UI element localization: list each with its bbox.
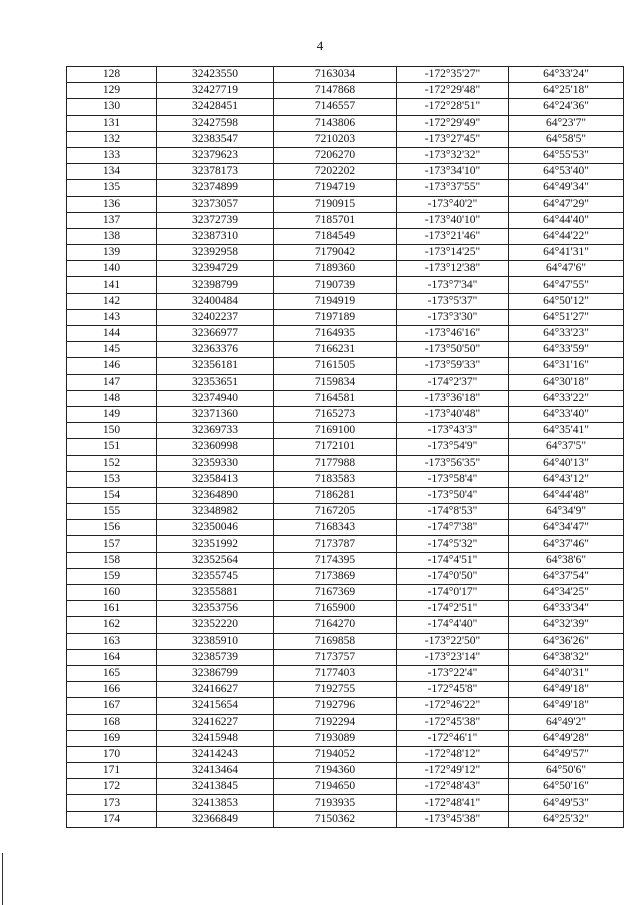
- x-coordinate-cell: 32348982: [157, 504, 274, 520]
- table-row: [67, 67, 624, 83]
- point-number-cell: 174: [67, 811, 157, 827]
- longitude-cell: -173°45'38": [397, 811, 509, 827]
- table-row: [67, 196, 624, 212]
- y-coordinate-cell: 7164935: [274, 326, 397, 342]
- latitude-cell: 64°49'34": [509, 180, 624, 196]
- table-row: [67, 115, 624, 131]
- y-coordinate-cell: 7165273: [274, 406, 397, 422]
- latitude-cell: 64°58'5": [509, 131, 624, 147]
- latitude-cell: 64°49'53": [509, 795, 624, 811]
- x-coordinate-cell: 32428451: [157, 99, 274, 115]
- table-row: [67, 730, 624, 746]
- table-row: [67, 746, 624, 762]
- latitude-cell: 64°49'18": [509, 698, 624, 714]
- y-coordinate-cell: 7172101: [274, 439, 397, 455]
- x-coordinate-cell: 32355881: [157, 585, 274, 601]
- longitude-cell: -173°14'25": [397, 245, 509, 261]
- y-coordinate-cell: 7185701: [274, 212, 397, 228]
- x-coordinate-cell: 32394729: [157, 261, 274, 277]
- longitude-cell: -173°5'37": [397, 293, 509, 309]
- longitude-cell: -173°27'45": [397, 131, 509, 147]
- point-number-cell: 133: [67, 147, 157, 163]
- point-number-cell: 146: [67, 358, 157, 374]
- y-coordinate-cell: 7159834: [274, 374, 397, 390]
- table-row: [67, 326, 624, 342]
- x-coordinate-cell: 32415948: [157, 730, 274, 746]
- longitude-cell: -172°28'51": [397, 99, 509, 115]
- y-coordinate-cell: 7193935: [274, 795, 397, 811]
- point-number-cell: 162: [67, 617, 157, 633]
- point-number-cell: 142: [67, 293, 157, 309]
- latitude-cell: 64°33'23": [509, 326, 624, 342]
- x-coordinate-cell: 32374940: [157, 390, 274, 406]
- point-number-cell: 151: [67, 439, 157, 455]
- y-coordinate-cell: 7167369: [274, 585, 397, 601]
- point-number-cell: 172: [67, 779, 157, 795]
- longitude-cell: -172°45'8": [397, 682, 509, 698]
- point-number-cell: 164: [67, 649, 157, 665]
- y-coordinate-cell: 7194360: [274, 763, 397, 779]
- table-row: [67, 714, 624, 730]
- latitude-cell: 64°51'27": [509, 309, 624, 325]
- table-row: [67, 277, 624, 293]
- latitude-cell: 64°30'18": [509, 374, 624, 390]
- y-coordinate-cell: 7168343: [274, 520, 397, 536]
- y-coordinate-cell: 7193089: [274, 730, 397, 746]
- y-coordinate-cell: 7150362: [274, 811, 397, 827]
- x-coordinate-cell: 32358413: [157, 471, 274, 487]
- table-row: [67, 342, 624, 358]
- longitude-cell: -172°46'1": [397, 730, 509, 746]
- point-number-cell: 154: [67, 487, 157, 503]
- y-coordinate-cell: 7192796: [274, 698, 397, 714]
- latitude-cell: 64°35'41": [509, 423, 624, 439]
- x-coordinate-cell: 32379623: [157, 147, 274, 163]
- coordinates-table-body: [67, 67, 624, 828]
- y-coordinate-cell: 7167205: [274, 504, 397, 520]
- table-row: [67, 245, 624, 261]
- latitude-cell: 64°53'40": [509, 164, 624, 180]
- table-row: [67, 536, 624, 552]
- x-coordinate-cell: 32374899: [157, 180, 274, 196]
- point-number-cell: 136: [67, 196, 157, 212]
- latitude-cell: 64°33'24": [509, 67, 624, 83]
- longitude-cell: -173°32'32": [397, 147, 509, 163]
- point-number-cell: 173: [67, 795, 157, 811]
- y-coordinate-cell: 7161505: [274, 358, 397, 374]
- latitude-cell: 64°47'55": [509, 277, 624, 293]
- latitude-cell: 64°37'46": [509, 536, 624, 552]
- y-coordinate-cell: 7206270: [274, 147, 397, 163]
- longitude-cell: -174°8'53": [397, 504, 509, 520]
- table-row: [67, 309, 624, 325]
- x-coordinate-cell: 32392958: [157, 245, 274, 261]
- point-number-cell: 161: [67, 601, 157, 617]
- y-coordinate-cell: 7147868: [274, 83, 397, 99]
- point-number-cell: 160: [67, 585, 157, 601]
- x-coordinate-cell: 32427719: [157, 83, 274, 99]
- x-coordinate-cell: 32416627: [157, 682, 274, 698]
- table-row: [67, 617, 624, 633]
- longitude-cell: -173°40'48": [397, 406, 509, 422]
- latitude-cell: 64°33'34": [509, 601, 624, 617]
- point-number-cell: 163: [67, 633, 157, 649]
- x-coordinate-cell: 32359330: [157, 455, 274, 471]
- longitude-cell: -173°50'50": [397, 342, 509, 358]
- latitude-cell: 64°50'16": [509, 779, 624, 795]
- latitude-cell: 64°23'7": [509, 115, 624, 131]
- longitude-cell: -173°36'18": [397, 390, 509, 406]
- point-number-cell: 166: [67, 682, 157, 698]
- y-coordinate-cell: 7173787: [274, 536, 397, 552]
- point-number-cell: 156: [67, 520, 157, 536]
- point-number-cell: 153: [67, 471, 157, 487]
- table-row: [67, 358, 624, 374]
- point-number-cell: 140: [67, 261, 157, 277]
- point-number-cell: 138: [67, 228, 157, 244]
- latitude-cell: 64°37'54": [509, 568, 624, 584]
- y-coordinate-cell: 7143806: [274, 115, 397, 131]
- latitude-cell: 64°49'28": [509, 730, 624, 746]
- longitude-cell: -174°2'51": [397, 601, 509, 617]
- latitude-cell: 64°50'12": [509, 293, 624, 309]
- y-coordinate-cell: 7166231: [274, 342, 397, 358]
- longitude-cell: -172°35'27": [397, 67, 509, 83]
- table-row: [67, 665, 624, 681]
- longitude-cell: -174°0'50": [397, 568, 509, 584]
- point-number-cell: 137: [67, 212, 157, 228]
- table-row: [67, 374, 624, 390]
- table-row: [67, 147, 624, 163]
- longitude-cell: -173°46'16": [397, 326, 509, 342]
- y-coordinate-cell: 7202202: [274, 164, 397, 180]
- y-coordinate-cell: 7194650: [274, 779, 397, 795]
- y-coordinate-cell: 7186281: [274, 487, 397, 503]
- x-coordinate-cell: 32402237: [157, 309, 274, 325]
- point-number-cell: 144: [67, 326, 157, 342]
- longitude-cell: -173°12'38": [397, 261, 509, 277]
- x-coordinate-cell: 32363376: [157, 342, 274, 358]
- longitude-cell: -173°34'10": [397, 164, 509, 180]
- table-row: [67, 212, 624, 228]
- table-row: [67, 471, 624, 487]
- longitude-cell: -174°2'37": [397, 374, 509, 390]
- table-row: [67, 811, 624, 827]
- latitude-cell: 64°31'16": [509, 358, 624, 374]
- latitude-cell: 64°40'13": [509, 455, 624, 471]
- longitude-cell: -173°54'9": [397, 439, 509, 455]
- longitude-cell: -173°3'30": [397, 309, 509, 325]
- table-row: [67, 83, 624, 99]
- page-number: 4: [316, 38, 324, 53]
- longitude-cell: -172°45'38": [397, 714, 509, 730]
- longitude-cell: -172°29'49": [397, 115, 509, 131]
- y-coordinate-cell: 7192294: [274, 714, 397, 730]
- y-coordinate-cell: 7189360: [274, 261, 397, 277]
- latitude-cell: 64°34'47": [509, 520, 624, 536]
- y-coordinate-cell: 7165900: [274, 601, 397, 617]
- point-number-cell: 132: [67, 131, 157, 147]
- latitude-cell: 64°25'18": [509, 83, 624, 99]
- latitude-cell: 64°44'22": [509, 228, 624, 244]
- longitude-cell: -174°4'40": [397, 617, 509, 633]
- longitude-cell: -173°22'50": [397, 633, 509, 649]
- y-coordinate-cell: 7183583: [274, 471, 397, 487]
- point-number-cell: 155: [67, 504, 157, 520]
- y-coordinate-cell: 7163034: [274, 67, 397, 83]
- latitude-cell: 64°33'22": [509, 390, 624, 406]
- x-coordinate-cell: 32352564: [157, 552, 274, 568]
- latitude-cell: 64°36'26": [509, 633, 624, 649]
- latitude-cell: 64°50'6": [509, 763, 624, 779]
- point-number-cell: 134: [67, 164, 157, 180]
- table-row: [67, 131, 624, 147]
- latitude-cell: 64°38'32": [509, 649, 624, 665]
- latitude-cell: 64°44'48": [509, 487, 624, 503]
- table-row: [67, 228, 624, 244]
- latitude-cell: 64°49'18": [509, 682, 624, 698]
- point-number-cell: 135: [67, 180, 157, 196]
- x-coordinate-cell: 32385739: [157, 649, 274, 665]
- point-number-cell: 131: [67, 115, 157, 131]
- y-coordinate-cell: 7174395: [274, 552, 397, 568]
- longitude-cell: -173°59'33": [397, 358, 509, 374]
- table-row: [67, 649, 624, 665]
- x-coordinate-cell: 32413464: [157, 763, 274, 779]
- point-number-cell: 150: [67, 423, 157, 439]
- point-number-cell: 148: [67, 390, 157, 406]
- longitude-cell: -172°48'43": [397, 779, 509, 795]
- x-coordinate-cell: 32385910: [157, 633, 274, 649]
- table-row: [67, 601, 624, 617]
- table-row: [67, 99, 624, 115]
- x-coordinate-cell: 32400484: [157, 293, 274, 309]
- point-number-cell: 130: [67, 99, 157, 115]
- point-number-cell: 128: [67, 67, 157, 83]
- table-row: [67, 552, 624, 568]
- y-coordinate-cell: 7146557: [274, 99, 397, 115]
- x-coordinate-cell: 32373057: [157, 196, 274, 212]
- longitude-cell: -173°37'55": [397, 180, 509, 196]
- longitude-cell: -173°7'34": [397, 277, 509, 293]
- x-coordinate-cell: 32416227: [157, 714, 274, 730]
- y-coordinate-cell: 7164270: [274, 617, 397, 633]
- x-coordinate-cell: 32372739: [157, 212, 274, 228]
- x-coordinate-cell: 32353651: [157, 374, 274, 390]
- y-coordinate-cell: 7179042: [274, 245, 397, 261]
- table-row: [67, 795, 624, 811]
- longitude-cell: -173°21'46": [397, 228, 509, 244]
- latitude-cell: 64°44'40": [509, 212, 624, 228]
- x-coordinate-cell: 32413853: [157, 795, 274, 811]
- table-row: [67, 520, 624, 536]
- latitude-cell: 64°34'9": [509, 504, 624, 520]
- x-coordinate-cell: 32366849: [157, 811, 274, 827]
- point-number-cell: 169: [67, 730, 157, 746]
- x-coordinate-cell: 32351992: [157, 536, 274, 552]
- latitude-cell: 64°43'12": [509, 471, 624, 487]
- table-row: [67, 180, 624, 196]
- y-coordinate-cell: 7173757: [274, 649, 397, 665]
- point-number-cell: 141: [67, 277, 157, 293]
- longitude-cell: -172°48'41": [397, 795, 509, 811]
- table-row: [67, 164, 624, 180]
- latitude-cell: 64°37'5": [509, 439, 624, 455]
- point-number-cell: 147: [67, 374, 157, 390]
- table-row: [67, 293, 624, 309]
- y-coordinate-cell: 7194719: [274, 180, 397, 196]
- table-row: [67, 504, 624, 520]
- point-number-cell: 171: [67, 763, 157, 779]
- x-coordinate-cell: 32356181: [157, 358, 274, 374]
- x-coordinate-cell: 32414243: [157, 746, 274, 762]
- latitude-cell: 64°49'57": [509, 746, 624, 762]
- table-row: [67, 390, 624, 406]
- x-coordinate-cell: 32398799: [157, 277, 274, 293]
- point-number-cell: 145: [67, 342, 157, 358]
- longitude-cell: -173°50'4": [397, 487, 509, 503]
- y-coordinate-cell: 7177403: [274, 665, 397, 681]
- table-row: [67, 261, 624, 277]
- x-coordinate-cell: 32350046: [157, 520, 274, 536]
- point-number-cell: 170: [67, 746, 157, 762]
- table-row: [67, 439, 624, 455]
- point-number-cell: 167: [67, 698, 157, 714]
- table-row: [67, 779, 624, 795]
- x-coordinate-cell: 32427598: [157, 115, 274, 131]
- latitude-cell: 64°33'40": [509, 406, 624, 422]
- latitude-cell: 64°41'31": [509, 245, 624, 261]
- x-coordinate-cell: 32352220: [157, 617, 274, 633]
- point-number-cell: 129: [67, 83, 157, 99]
- longitude-cell: -173°22'4": [397, 665, 509, 681]
- table-row: [67, 455, 624, 471]
- latitude-cell: 64°49'2": [509, 714, 624, 730]
- x-coordinate-cell: 32371360: [157, 406, 274, 422]
- table-row: [67, 406, 624, 422]
- latitude-cell: 64°38'6": [509, 552, 624, 568]
- point-number-cell: 165: [67, 665, 157, 681]
- y-coordinate-cell: 7169858: [274, 633, 397, 649]
- latitude-cell: 64°40'31": [509, 665, 624, 681]
- table-row: [67, 682, 624, 698]
- point-number-cell: 143: [67, 309, 157, 325]
- y-coordinate-cell: 7169100: [274, 423, 397, 439]
- latitude-cell: 64°32'39": [509, 617, 624, 633]
- point-number-cell: 159: [67, 568, 157, 584]
- x-coordinate-cell: 32378173: [157, 164, 274, 180]
- longitude-cell: -172°49'12": [397, 763, 509, 779]
- table-row: [67, 633, 624, 649]
- longitude-cell: -172°48'12": [397, 746, 509, 762]
- longitude-cell: -174°7'38": [397, 520, 509, 536]
- latitude-cell: 64°47'6": [509, 261, 624, 277]
- y-coordinate-cell: 7184549: [274, 228, 397, 244]
- y-coordinate-cell: 7190915: [274, 196, 397, 212]
- table-row: [67, 698, 624, 714]
- x-coordinate-cell: 32383547: [157, 131, 274, 147]
- x-coordinate-cell: 32353756: [157, 601, 274, 617]
- latitude-cell: 64°55'53": [509, 147, 624, 163]
- longitude-cell: -173°58'4": [397, 471, 509, 487]
- y-coordinate-cell: 7197189: [274, 309, 397, 325]
- y-coordinate-cell: 7177988: [274, 455, 397, 471]
- latitude-cell: 64°25'32": [509, 811, 624, 827]
- table-row: [67, 763, 624, 779]
- longitude-cell: -173°40'2": [397, 196, 509, 212]
- longitude-cell: -173°43'3": [397, 423, 509, 439]
- point-number-cell: 168: [67, 714, 157, 730]
- longitude-cell: -172°29'48": [397, 83, 509, 99]
- longitude-cell: -174°0'17": [397, 585, 509, 601]
- longitude-cell: -172°46'22": [397, 698, 509, 714]
- latitude-cell: 64°33'59": [509, 342, 624, 358]
- longitude-cell: -173°56'35": [397, 455, 509, 471]
- y-coordinate-cell: 7164581: [274, 390, 397, 406]
- x-coordinate-cell: 32387310: [157, 228, 274, 244]
- latitude-cell: 64°47'29": [509, 196, 624, 212]
- point-number-cell: 139: [67, 245, 157, 261]
- table-row: [67, 568, 624, 584]
- x-coordinate-cell: 32369733: [157, 423, 274, 439]
- y-coordinate-cell: 7194052: [274, 746, 397, 762]
- longitude-cell: -173°23'14": [397, 649, 509, 665]
- x-coordinate-cell: 32355745: [157, 568, 274, 584]
- table-row: [67, 423, 624, 439]
- longitude-cell: -173°40'10": [397, 212, 509, 228]
- y-coordinate-cell: 7192755: [274, 682, 397, 698]
- longitude-cell: -174°4'51": [397, 552, 509, 568]
- point-number-cell: 157: [67, 536, 157, 552]
- x-coordinate-cell: 32415654: [157, 698, 274, 714]
- y-coordinate-cell: 7210203: [274, 131, 397, 147]
- longitude-cell: -174°5'32": [397, 536, 509, 552]
- coordinates-table: [66, 66, 624, 828]
- x-coordinate-cell: 32413845: [157, 779, 274, 795]
- x-coordinate-cell: 32360998: [157, 439, 274, 455]
- table-row: [67, 585, 624, 601]
- x-coordinate-cell: 32386799: [157, 665, 274, 681]
- page-edge-line: [2, 853, 3, 905]
- point-number-cell: 152: [67, 455, 157, 471]
- latitude-cell: 64°34'25": [509, 585, 624, 601]
- y-coordinate-cell: 7190739: [274, 277, 397, 293]
- point-number-cell: 158: [67, 552, 157, 568]
- x-coordinate-cell: 32423550: [157, 67, 274, 83]
- y-coordinate-cell: 7173869: [274, 568, 397, 584]
- y-coordinate-cell: 7194919: [274, 293, 397, 309]
- x-coordinate-cell: 32364890: [157, 487, 274, 503]
- latitude-cell: 64°24'36": [509, 99, 624, 115]
- point-number-cell: 149: [67, 406, 157, 422]
- table-row: [67, 487, 624, 503]
- x-coordinate-cell: 32366977: [157, 326, 274, 342]
